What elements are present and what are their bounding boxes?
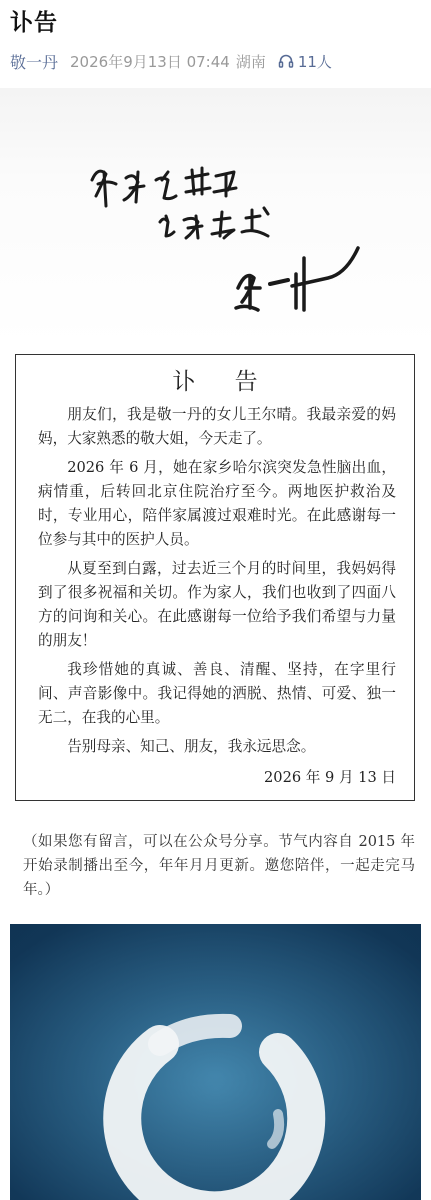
author-link[interactable]: 敬一丹: [10, 52, 59, 72]
listen-button[interactable]: [278, 51, 332, 72]
listen-count: 11人: [297, 52, 332, 71]
publish-location: 湖南: [235, 52, 266, 71]
notice-paragraph: 2026 年 6 月，她在家乡哈尔滨突发急性脑出血，病情重，后转回北京住院治疗至今。两地医护救治及时，专业用心，陪伴家属渡过艰难时光。在此感谢每一位参与其中的医护人员。: [38, 459, 396, 548]
headphones-icon: [278, 53, 294, 69]
notice-paragraph: 从夏至到白露，过去近三个月的时间里，我妈妈得到了很多祝福和关切。作为家人，我们也收到了四面八方的问询和关心。在此感谢每一位给予我们希望与力量的朋友！: [38, 560, 396, 649]
calligraphy-image: [0, 88, 431, 346]
notice-paragraph: 朋友们，我是敬一丹的女儿王尔晴。我最亲爱的妈妈，大家熟悉的敬大姐，今天走了。: [38, 406, 396, 447]
notice-title: 讣 告: [172, 369, 274, 395]
handwritten-signature-image: [0, 88, 431, 346]
notice-paragraph: 我珍惜她的真诚、善良、清醒、坚持，在字里行间、声音影像中。我记得她的洒脱、热情、可爱、独一无二，在我的心里。: [38, 661, 396, 726]
notice-body: [38, 403, 396, 764]
caption-text: （如果您有留言，可以在公众号分享。节气内容自 2015 年开始录制播出至今，年年月月更新。邀您陪伴，一起走完马年。）: [23, 834, 415, 898]
article-title: 讣告: [10, 10, 58, 36]
publish-date: 2026年9月13日 07:44: [70, 52, 230, 71]
notice-date: 2026 年 9 月 13 日: [264, 769, 396, 786]
obituary-notice: [15, 354, 415, 801]
notice-paragraph: 告别母亲、知己、朋友，我永远思念。: [67, 738, 316, 755]
ink-circle-enso-image: [10, 924, 421, 1200]
article-meta: [10, 50, 332, 72]
cover-image[interactable]: [10, 924, 421, 1200]
